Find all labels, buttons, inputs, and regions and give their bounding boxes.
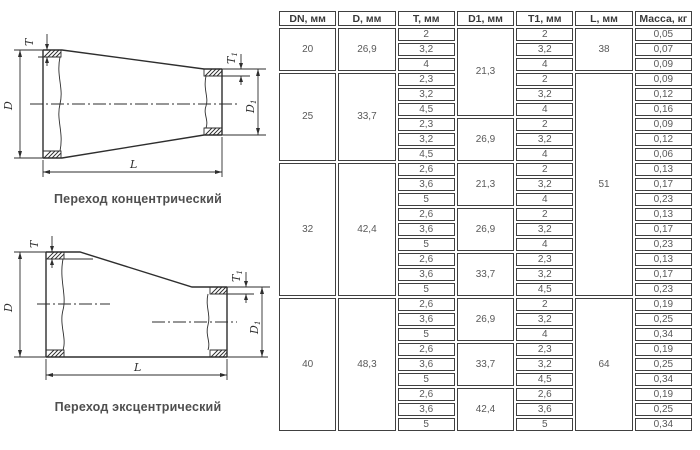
table-cell: 4,5 — [398, 148, 455, 161]
table-cell: 4 — [398, 58, 455, 71]
table-cell: 4 — [516, 103, 573, 116]
table-cell: 3,6 — [398, 403, 455, 416]
table-cell: 2,6 — [398, 388, 455, 401]
table-cell: 3,6 — [398, 358, 455, 371]
dim-label-D1: D1 — [244, 99, 258, 113]
table-row — [279, 28, 692, 41]
table-cell: 2 — [516, 208, 573, 221]
weld-bevel-hatch — [46, 252, 227, 357]
diagrams-panel — [0, 0, 276, 450]
table-cell: 5 — [398, 193, 455, 206]
table-cell: 0,13 — [635, 253, 692, 266]
table-cell: 21,3 — [457, 28, 514, 116]
concentric-reducer-drawing — [0, 0, 276, 215]
table-cell: 2 — [516, 118, 573, 131]
dimension-D — [2, 252, 46, 357]
table-cell: 2 — [398, 28, 455, 41]
table-cell: 3,6 — [398, 313, 455, 326]
table-cell: 0,05 — [635, 28, 692, 41]
concentric-caption: Переход концентрический — [53, 192, 222, 206]
table-cell: 0,13 — [635, 208, 692, 221]
table-cell: 3,2 — [398, 43, 455, 56]
dimension-D1 — [222, 69, 266, 135]
table-cell: 21,3 — [457, 163, 514, 206]
table-cell: 32 — [279, 163, 336, 296]
table-cell: 40 — [279, 298, 336, 431]
eccentric-caption: Переход эксцентрический — [54, 400, 222, 414]
table-cell: 2,6 — [398, 298, 455, 311]
table-cell: 0,17 — [635, 268, 692, 281]
dimension-L — [46, 359, 227, 380]
table-cell: 26,9 — [457, 298, 514, 341]
table-cell: 2,6 — [398, 343, 455, 356]
table-cell: 51 — [575, 73, 632, 296]
table-cell: 5 — [398, 238, 455, 251]
table-cell: 26,9 — [457, 118, 514, 161]
table-cell: 4,5 — [516, 283, 573, 296]
table-cell: 0,12 — [635, 88, 692, 101]
table-cell: 2,6 — [398, 253, 455, 266]
table-cell: 2 — [516, 73, 573, 86]
table-panel — [277, 9, 694, 433]
table-cell: 5 — [398, 328, 455, 341]
table-cell: 0,13 — [635, 163, 692, 176]
column-header: D1, мм — [457, 11, 514, 26]
dim-label-L: L — [134, 361, 142, 374]
table-cell: 0,17 — [635, 223, 692, 236]
table-cell: 2 — [516, 298, 573, 311]
table-cell: 33,7 — [338, 73, 395, 161]
table-cell: 3,2 — [516, 268, 573, 281]
spec-table-head — [279, 11, 692, 26]
column-header: T, мм — [398, 11, 455, 26]
dimension-D1 — [227, 287, 268, 357]
table-cell: 0,34 — [635, 328, 692, 341]
dim-label-D1: D1 — [248, 320, 262, 334]
table-cell: 0,12 — [635, 133, 692, 146]
table-cell: 3,2 — [516, 313, 573, 326]
table-cell: 3,6 — [398, 268, 455, 281]
table-cell: 33,7 — [457, 343, 514, 386]
centerlines — [37, 304, 237, 322]
table-cell: 64 — [575, 298, 632, 431]
table-cell: 2 — [516, 28, 573, 41]
table-cell: 0,34 — [635, 373, 692, 386]
table-cell: 4 — [516, 148, 573, 161]
table-cell: 0,25 — [635, 403, 692, 416]
table-cell: 5 — [398, 418, 455, 431]
table-cell: 3,2 — [516, 178, 573, 191]
column-header: Масса, кг — [635, 11, 692, 26]
reducer-outline — [46, 252, 227, 357]
dim-label-L: L — [130, 158, 138, 171]
table-cell: 0,09 — [635, 58, 692, 71]
table-cell: 25 — [279, 73, 336, 161]
dim-label-T: T — [28, 240, 41, 248]
dim-label-D: D — [2, 303, 15, 312]
table-cell: 3,2 — [516, 43, 573, 56]
table-cell: 3,2 — [398, 88, 455, 101]
table-cell: 2,6 — [398, 208, 455, 221]
table-cell: 26,9 — [457, 208, 514, 251]
table-cell: 3,2 — [398, 133, 455, 146]
dim-label-D: D — [2, 101, 15, 110]
table-cell: 0,23 — [635, 238, 692, 251]
table-cell: 3,2 — [516, 358, 573, 371]
dim-label-T1: T1 — [225, 51, 239, 64]
table-cell: 4 — [516, 238, 573, 251]
column-header: L, мм — [575, 11, 632, 26]
table-cell: 0,19 — [635, 298, 692, 311]
table-cell: 4,5 — [398, 103, 455, 116]
table-cell: 5 — [516, 418, 573, 431]
column-header: DN, мм — [279, 11, 336, 26]
table-cell: 4 — [516, 58, 573, 71]
table-cell: 3,2 — [516, 223, 573, 236]
spec-table-body — [279, 28, 692, 431]
header-row — [279, 11, 692, 26]
spec-table — [277, 9, 694, 433]
table-cell: 2,6 — [516, 388, 573, 401]
table-cell: 5 — [398, 283, 455, 296]
table-cell: 0,34 — [635, 418, 692, 431]
table-cell: 4 — [516, 193, 573, 206]
table-cell: 48,3 — [338, 298, 395, 431]
table-cell: 0,23 — [635, 193, 692, 206]
table-cell: 0,16 — [635, 103, 692, 116]
table-cell: 0,17 — [635, 178, 692, 191]
table-cell: 2,6 — [398, 163, 455, 176]
table-cell: 2,3 — [398, 73, 455, 86]
table-cell: 3,6 — [398, 223, 455, 236]
table-cell: 0,09 — [635, 73, 692, 86]
weld-bevel-hatch — [43, 50, 222, 158]
table-cell: 2,3 — [516, 253, 573, 266]
pipe-break-lines — [62, 259, 209, 350]
column-header: T1, мм — [516, 11, 573, 26]
table-cell: 26,9 — [338, 28, 395, 71]
table-cell: 0,06 — [635, 148, 692, 161]
dim-label-T: T — [23, 38, 36, 46]
table-cell: 20 — [279, 28, 336, 71]
dimension-T1 — [227, 270, 270, 303]
table-cell: 0,25 — [635, 313, 692, 326]
reducer-outline — [43, 50, 222, 158]
dim-label-T1: T1 — [230, 269, 244, 282]
table-cell: 3,6 — [516, 403, 573, 416]
table-cell: 3,2 — [516, 88, 573, 101]
table-cell: 2,3 — [516, 343, 573, 356]
table-cell: 0,07 — [635, 43, 692, 56]
table-cell: 0,09 — [635, 118, 692, 131]
table-cell: 3,6 — [398, 178, 455, 191]
table-cell: 3,2 — [516, 133, 573, 146]
table-cell: 0,19 — [635, 343, 692, 356]
table-cell: 42,4 — [338, 163, 395, 296]
eccentric-reducer-drawing — [0, 228, 276, 398]
table-cell: 0,23 — [635, 283, 692, 296]
table-cell: 2,3 — [398, 118, 455, 131]
table-cell: 4,5 — [516, 373, 573, 386]
table-cell: 0,19 — [635, 388, 692, 401]
table-cell: 38 — [575, 28, 632, 71]
table-cell: 5 — [398, 373, 455, 386]
table-cell: 2 — [516, 163, 573, 176]
table-cell: 42,4 — [457, 388, 514, 431]
table-row — [279, 298, 692, 311]
table-cell: 4 — [516, 328, 573, 341]
column-header: D, мм — [338, 11, 395, 26]
table-cell: 33,7 — [457, 253, 514, 296]
dimension-T1 — [222, 52, 266, 85]
table-cell: 0,25 — [635, 358, 692, 371]
